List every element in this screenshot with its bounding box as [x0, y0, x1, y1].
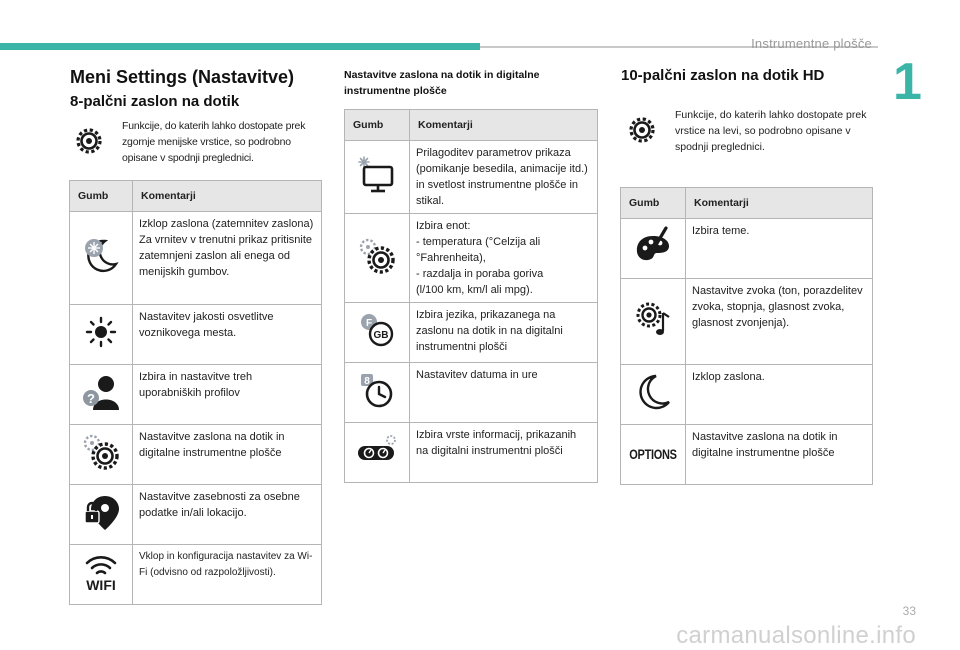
language-label-f: F: [365, 318, 373, 329]
table-row: [70, 485, 322, 545]
header-accent-bar: [0, 43, 480, 50]
moon-icon[interactable]: [633, 372, 673, 412]
language-label-gb: GB: [373, 330, 389, 341]
table-row: [345, 214, 598, 303]
table-row: [345, 363, 598, 423]
row-comment: Izklop zaslona.: [686, 365, 873, 425]
col-header-comment: Komentarji: [133, 181, 322, 212]
options-icon[interactable]: OPTIONS: [629, 447, 677, 462]
gear-icon: [627, 115, 657, 145]
intro-text-10inch: Funkcije, do katerih lahko dostopate prek vrstice na levi, so podrobno opisane v spodnji preglednici.: [675, 109, 867, 153]
row-comment: Izklop zaslona (zatemnitev zaslona) Za vrnitev v trenutni prikaz pritisnite zatemnjeni zaslon ali enega od menijskih gumbov.: [133, 212, 322, 305]
section-title-10inch: 10-palčni zaslon na dotik HD: [621, 67, 825, 84]
date-label: 8: [364, 376, 370, 387]
table-row: [621, 365, 873, 425]
moon-brightness-icon[interactable]: [81, 236, 121, 276]
page-number: 33: [902, 604, 916, 618]
header-title: Instrumentne plošče: [751, 36, 872, 51]
table-row: [70, 212, 322, 305]
table-row: [70, 365, 322, 425]
row-comment: Nastavitve zvoka (ton, porazdelitev zvoka, stopnja, glasnost zvoka, glasnost zvonjenja).: [686, 279, 873, 365]
col-header-comment: Komentarji: [410, 110, 598, 141]
row-comment: Nastavitev jakosti osvetlitve voznikovega mesta.: [133, 305, 322, 365]
row-comment: Izbira enot: - temperatura (°Celzija ali °Fahrenheita), - razdalja in poraba goriva (l/100 km, km/l ali mpg).: [410, 214, 598, 303]
settings-table-display: [344, 109, 598, 483]
row-comment: Izbira jezika, prikazanega na zaslonu na dotik in na digitalni instrumentni plošči: [410, 303, 598, 363]
sound-settings-icon[interactable]: [633, 299, 673, 339]
col-header-button: Gumb: [70, 181, 133, 212]
row-comment: Prilagoditev parametrov prikaza (pomikanje besedila, animacije itd.) in svetlost instrumentne plošče in stikal.: [410, 141, 598, 214]
palette-icon[interactable]: [633, 226, 673, 266]
table-row: [345, 303, 598, 363]
privacy-lock-icon[interactable]: [81, 492, 121, 532]
chapter-number: 1: [893, 53, 922, 111]
display-brightness-icon[interactable]: [357, 155, 397, 195]
brightness-icon[interactable]: [83, 314, 119, 350]
user-profile-icon[interactable]: [81, 372, 121, 412]
row-comment: Vklop in konfiguracija nastavitev za Wi-Fi (odvisno od razpoložljivosti).: [133, 545, 322, 605]
col-header-button: Gumb: [345, 110, 410, 141]
svg-text:?: ?: [87, 391, 95, 406]
row-comment: Izbira teme.: [686, 219, 873, 279]
watermark: carmanualsonline.info: [676, 622, 916, 649]
section-title-8inch: 8-palčni zaslon na dotik: [70, 93, 240, 110]
page-title: Meni Settings (Nastavitve): [70, 67, 295, 87]
col-header-button: Gumb: [621, 188, 686, 219]
instrument-panel-icon[interactable]: [355, 430, 399, 470]
row-comment: Izbira in nastavitve treh uporabniških profilov: [133, 365, 322, 425]
row-comment: Nastavitev datuma in ure: [410, 363, 598, 423]
intro-text-8inch: Funkcije, do katerih lahko dostopate prek zgornje menijske vrstice, so podrobno opisane v spodnji preglednici.: [122, 120, 306, 164]
settings-table-8inch: [69, 180, 322, 605]
table-row: [345, 423, 598, 483]
table-row: [70, 425, 322, 485]
svg-text:WIFI: WIFI: [86, 577, 116, 592]
table-row: [70, 305, 322, 365]
table-row: [345, 141, 598, 214]
row-comment: Nastavitve zasebnosti za osebne podatke in/ali lokacijo.: [133, 485, 322, 545]
row-comment: Izbira vrste informacij, prikazanih na digitalni instrumentni plošči: [410, 423, 598, 483]
settings-table-10inch: [620, 187, 873, 485]
row-comment: Nastavitve zaslona na dotik in digitalne instrumentne plošče: [133, 425, 322, 485]
wifi-icon[interactable]: [79, 552, 123, 592]
units-gears-icon[interactable]: [357, 236, 397, 276]
language-icon[interactable]: [357, 310, 397, 350]
table-row: [621, 279, 873, 365]
table-row: [621, 425, 873, 485]
clock-date-icon[interactable]: [357, 370, 397, 410]
table-row: [70, 545, 322, 605]
col-header-comment: Komentarji: [686, 188, 873, 219]
row-comment: Nastavitve zaslona na dotik in digitalne instrumentne plošče: [686, 425, 873, 485]
table-row: [621, 219, 873, 279]
section-title-display: Nastavitve zaslona na dotik in digitalne instrumentne plošče: [344, 69, 540, 97]
gears-icon[interactable]: [81, 432, 121, 472]
gear-icon: [74, 126, 104, 156]
